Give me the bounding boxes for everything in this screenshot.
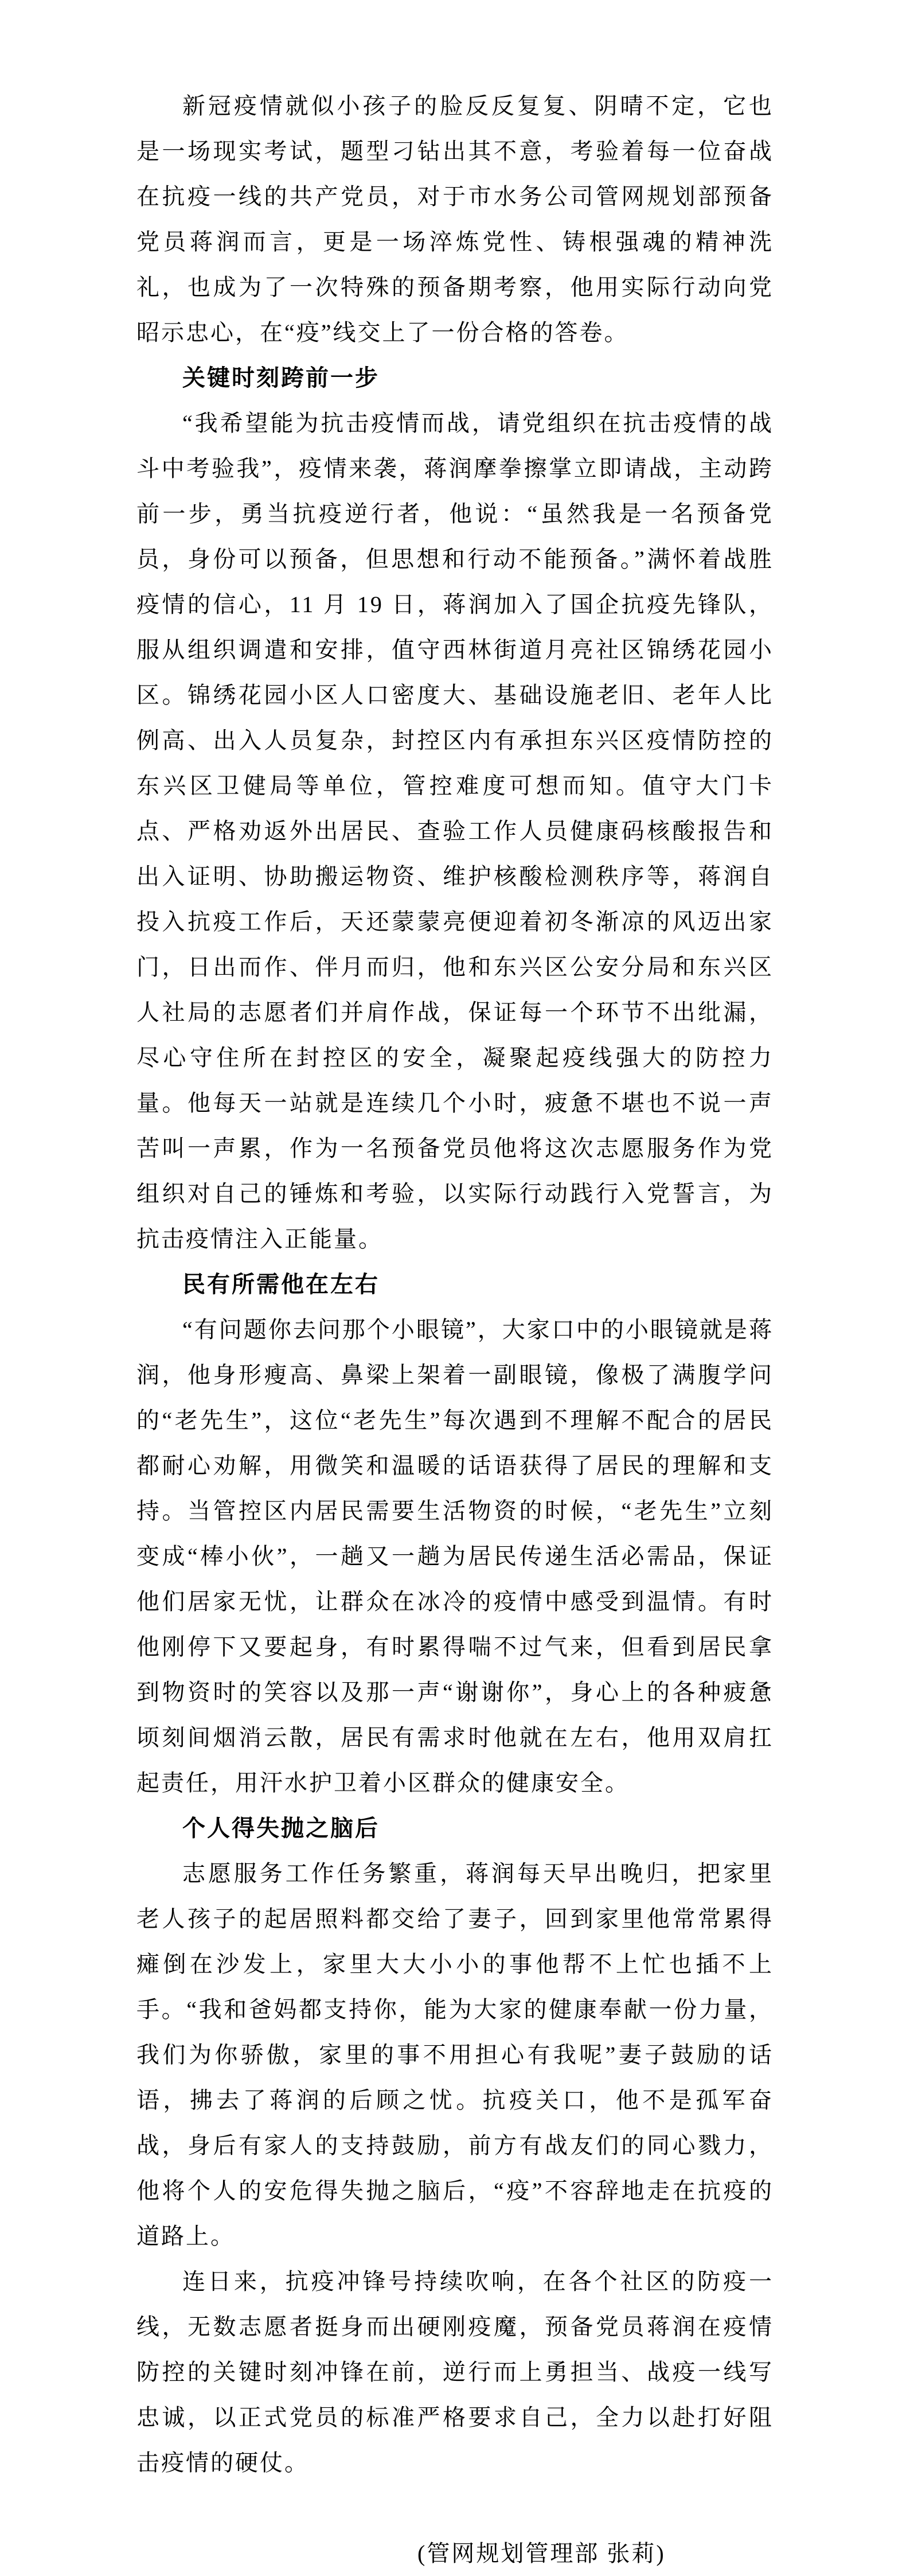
closing-paragraph: 连日来，抗疫冲锋号持续吹响，在各个社区的防疫一线，无数志愿者挺身而出硬刚疫魔，预备党员蒋润在疫情防控的关键时刻冲锋在前，逆行而上勇担当、战疫一线写忠诚，以正式党员的标准严格要求自己，全力以赴打好阻击疫情的硬仗。 [136,2268,774,2476]
intro-paragraph: 新冠疫情就似小孩子的脸反反复复、阴晴不定，它也是一场现实考试，题型刁钻出其不意，考验着每一位奋战在抗疫一线的共产党员，对于市水务公司管网规划部预备党员蒋润而言，更是一场淬炼党性、铸根强魂的精神洗礼，也成为了一次特殊的预备期考察，他用实际行动向党昭示忠心，在“疫”线交上了一份合格的答卷。 [136,93,774,345]
section-paragraph-key-moment: “我希望能为抗击疫情而战，请党组织在抗击疫情的战斗中考验我”，疫情来袭，蒋润摩拳擦掌立即请战，主动跨前一步，勇当抗疫逆行者，他说：“虽然我是一名预备党员，身份可以预备，但思想和行动不能预备。”满怀着战胜疫情的信心，11 月 19 日，蒋润加入了国企抗疫先锋队，服从组织调遣和安排，值守西林街道月亮社区锦绣花园小区。锦绣花园小区人口密度大、基础设施老旧、老年人比例高、出入人员复杂，封控区内有承担东兴区疫情防控的东兴区卫健局等单位，管控难度可想而知。值守大门卡点、严格劝返外出居民、查验工作人员健康码核酸报告和出入证明、协助搬运物资、维护核酸检测秩序等，蒋润自投入抗疫工作后，天还蒙蒙亮便迎着初冬渐凉的风迈出家门，日出而作、伴月而归，他和东兴区公安分局和东兴区人社局的志愿者们并肩作战，保证每一个环节不出纰漏，尽心守住所在封控区的安全，凝聚起疫线强大的防控力量。他每天一站就是连续几个小时，疲惫不堪也不说一声苦叫一声累，作为一名预备党员他将这次志愿服务作为党组织对自己的锤炼和考验，以实际行动践行入党誓言，为抗击疫情注入正能量。 [136,410,774,1252]
section-heading-key-moment: 关键时刻跨前一步 [182,365,380,391]
section-heading-personal-gains: 个人得失抛之脑后 [182,1815,380,1841]
section-paragraph-personal-gains: 志愿服务工作任务繁重，蒋润每天早出晚归，把家里老人孩子的起居照料都交给了妻子，回到家里他常常累得瘫倒在沙发上，家里大大小小的事他帮不上忙也插不上手。“我和爸妈都支持你，能为大家的健康奉献一份力量，我们为你骄傲，家里的事不用担心有我呢”妻子鼓励的话语，拂去了蒋润的后顾之忧。抗疫关口，他不是孤军奋战，身后有家人的支持鼓励，前方有战友们的同心戮力，他将个人的安危得失抛之脑后，“疫”不容辞地走在抗疫的道路上。 [136,1861,774,2249]
byline-signature: (管网规划管理部 张莉) [417,2540,666,2566]
section-paragraph-people-needs: “有问题你去问那个小眼镜”，大家口中的小眼镜就是蒋润，他身形瘦高、鼻梁上架着一副眼镜，像极了满腹学问的“老先生”，这位“老先生”每次遇到不理解不配合的居民都耐心劝解，用微笑和温暖的话语获得了居民的理解和支持。当管控区内居民需要生活物资的时候，“老先生”立刻变成“棒小伙”，一趟又一趟为居民传递生活必需品，保证他们居家无忧，让群众在冰冷的疫情中感受到温情。有时他刚停下又要起身，有时累得喘不过气来，但看到居民拿到物资时的笑容以及那一声“谢谢你”，身心上的各种疲惫顷刻间烟消云散，居民有需求时他就在左右，他用双肩扛起责任，用汗水护卫着小区群众的健康安全。 [136,1317,774,1796]
section-heading-people-needs: 民有所需他在左右 [182,1271,380,1297]
